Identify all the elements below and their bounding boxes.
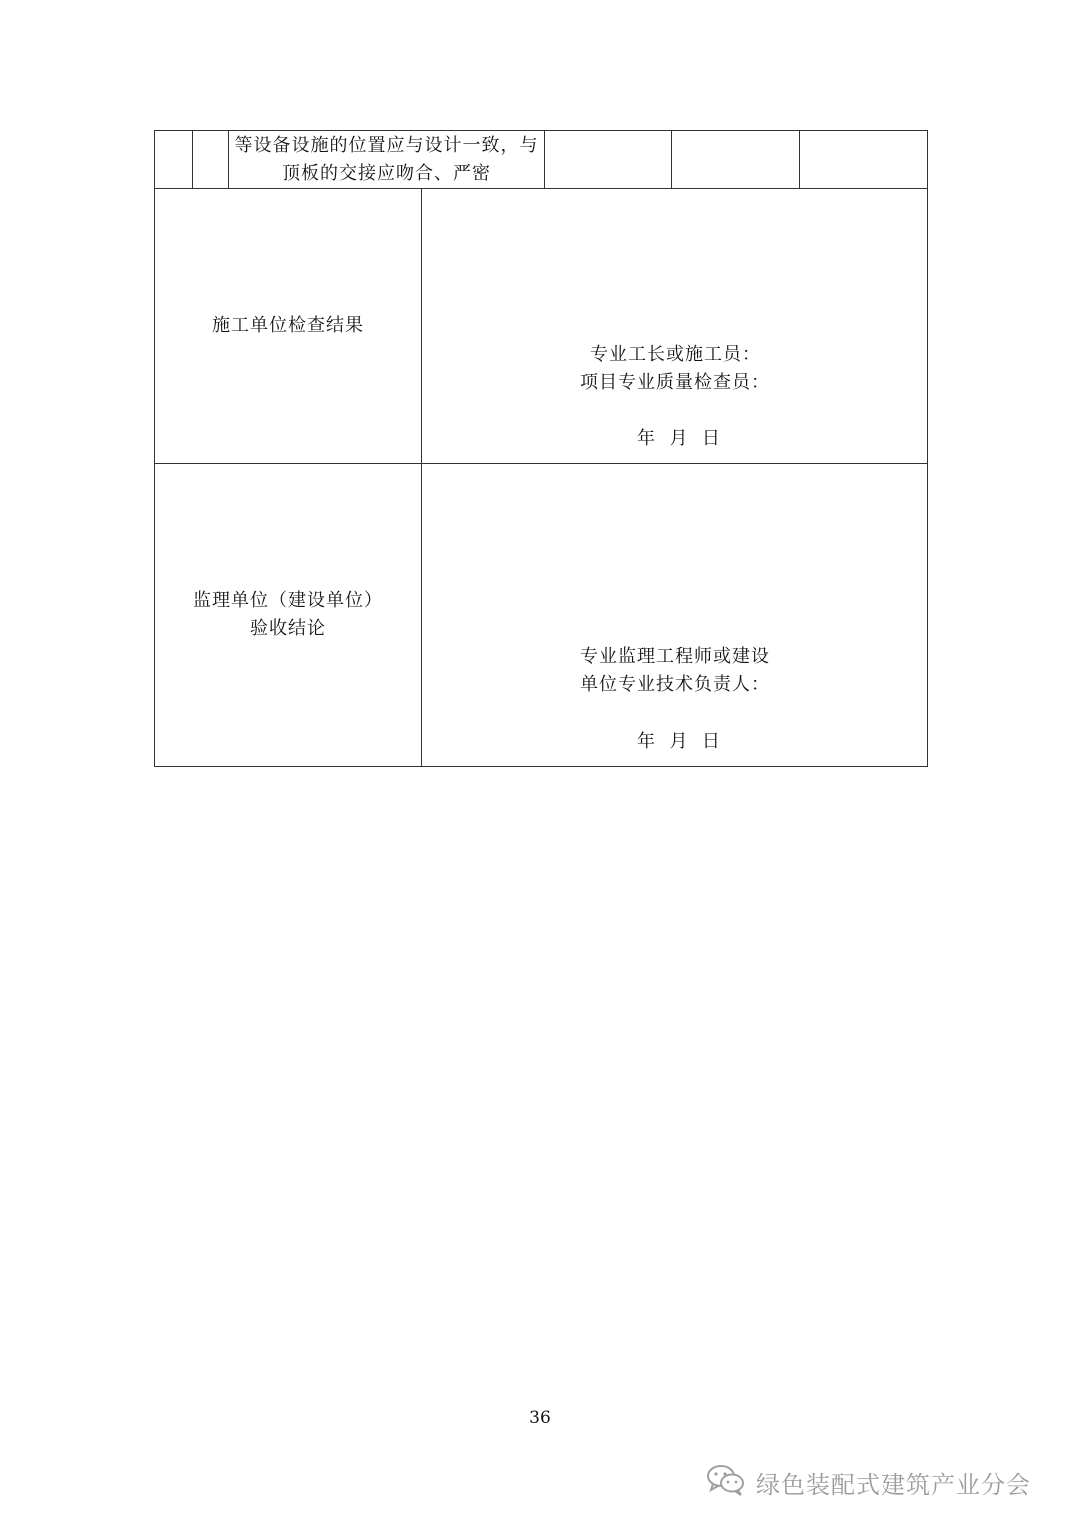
table-row-divider (154, 188, 928, 189)
table-border-left (154, 130, 155, 767)
item-text-line: 等设备设施的位置应与设计一致，与 (234, 135, 539, 156)
table-row-divider (154, 463, 928, 464)
signer-label: 项目专业质量检查员： (580, 372, 770, 393)
table-col-divider (192, 130, 193, 188)
table-border-right (927, 130, 928, 767)
signer-label: 单位专业技术负责人： (580, 674, 770, 695)
table-col-divider (671, 130, 672, 188)
date-label: 年 月 日 (637, 731, 721, 752)
watermark (706, 1462, 1031, 1502)
wechat-icon (706, 1463, 746, 1501)
signer-label: 专业监理工程师或建设 (580, 646, 770, 667)
supervision-label: 监理单位（建设单位） (193, 590, 383, 611)
watermark-text: 绿色装配式建筑产业分会 (756, 1470, 1031, 1499)
table-col-divider (799, 130, 800, 188)
item-text-line: 顶板的交接应吻合、严密 (282, 163, 491, 184)
table-border-top (154, 130, 928, 131)
table-col-divider (421, 188, 422, 767)
table-border-bottom (154, 766, 928, 767)
signer-label: 专业工长或施工员： (590, 344, 761, 365)
date-label: 年 月 日 (637, 428, 721, 449)
supervision-label: 验收结论 (250, 618, 326, 639)
construction-check-label: 施工单位检查结果 (212, 315, 364, 336)
table-col-divider (544, 130, 545, 188)
page-number: 36 (529, 1408, 551, 1428)
